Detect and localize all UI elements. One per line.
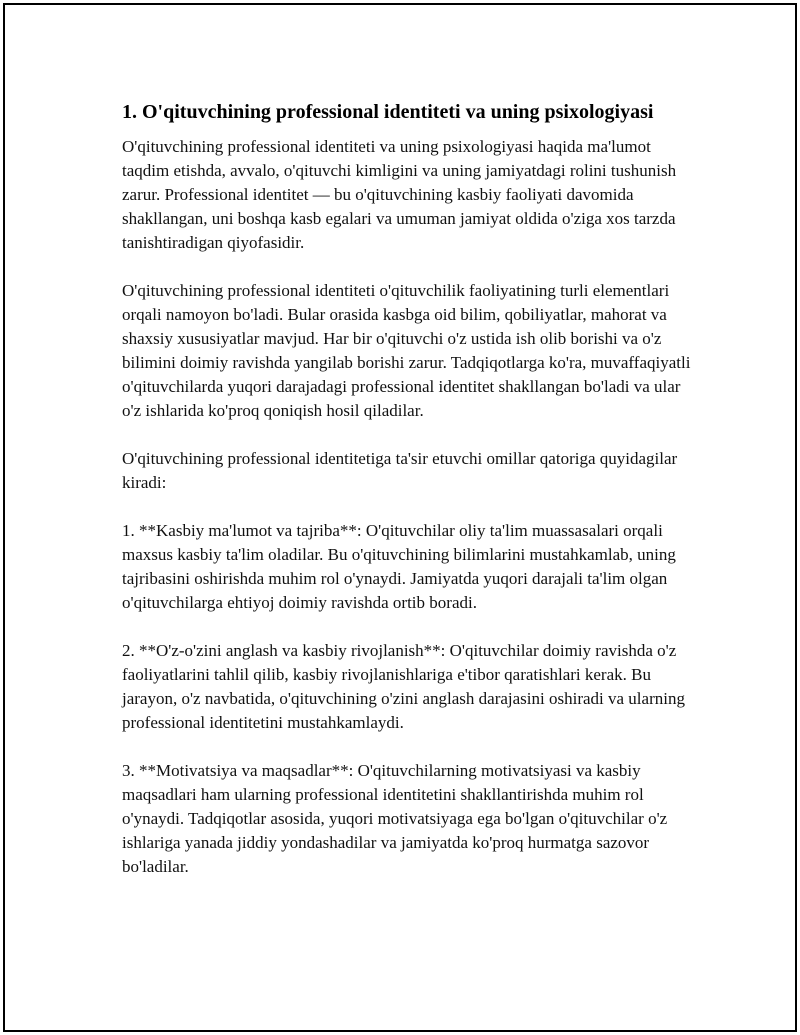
list-item-professional-education: 1. **Kasbiy ma'lumot va tajriba**: O'qituvchilar oliy ta'lim muassasalari orqali maxsus kasbiy ta'lim oladilar. Bu o'qituvchining bilimlarini mustahkamlab, uning tajribasini oshirishda muhim rol o'ynaydi. Jamiyatda yuqori darajali ta'lim olgan o'qituvchilarga ehtiyoj doimiy ravishda ortib boradi. bbox=[122, 521, 676, 612]
paragraph-factors-intro: O'qituvchining professional identitetiga ta'sir etuvchi omillar qatoriga quyidagilar kiradi: bbox=[122, 449, 678, 492]
document-body bbox=[122, 99, 697, 903]
page-frame bbox=[3, 3, 797, 1032]
list-item-self-awareness: 2. **O'z-o'zini anglash va kasbiy rivojlanish**: O'qituvchilar doimiy ravishda o'z faoliyatlarini tahlil qilib, kasbiy rivojlanishlariga e'tibor qaratishlari kerak. Bu jarayon, o'z navbatida, o'qituvchining o'zini anglash darajasini oshiradi va ularning professional identitetini mustahkamlaydi. bbox=[122, 641, 685, 732]
page-title: 1. O'qituvchining professional identiteti va uning psixologiyasi bbox=[122, 101, 654, 123]
list-item-motivation: 3. **Motivatsiya va maqsadlar**: O'qituvchilarning motivatsiyasi va kasbiy maqsadlari ham ularning professional identitetini shakllantirishda muhim rol o'ynaydi. Tadqiqotlar asosida, yuqori motivatsiyaga ega bo'lgan o'qituvchilar o'z ishlariga yanada jiddiy yondashadilar va jamiyatda ko'proq hurmatga sazovor bo'ladilar. bbox=[122, 761, 668, 876]
paragraph-elements: O'qituvchining professional identiteti o'qituvchilik faoliyatining turli elementlari orqali namoyon bo'ladi. Bular orasida kasbga oid bilim, qobiliyatlar, mahorat va shaxsiy xususiyatlar mavjud. Har bir o'qituvchi o'z ustida ish olib borishi va o'z bilimini doimiy ravishda yangilab borishi zarur. Tadqiqotlarga ko'ra, muvaffaqiyatli o'qituvchilarda yuqori darajadagi professional identitet shakllangan bo'ladi va ular o'z ishlarida ko'proq qoniqish hosil qiladilar. bbox=[122, 281, 691, 420]
paragraph-intro: O'qituvchining professional identiteti va uning psixologiyasi haqida ma'lumot taqdim etishda, avvalo, o'qituvchi kimligini va uning jamiyatdagi rolini tushunish zarur. Professional identitet — bu o'qituvchining kasbiy faoliyati davomida shakllangan, uni boshqa kasb egalari va umuman jamiyat oldida o'ziga xos tarzda tanishtiradigan qiyofasidir. bbox=[122, 137, 677, 252]
